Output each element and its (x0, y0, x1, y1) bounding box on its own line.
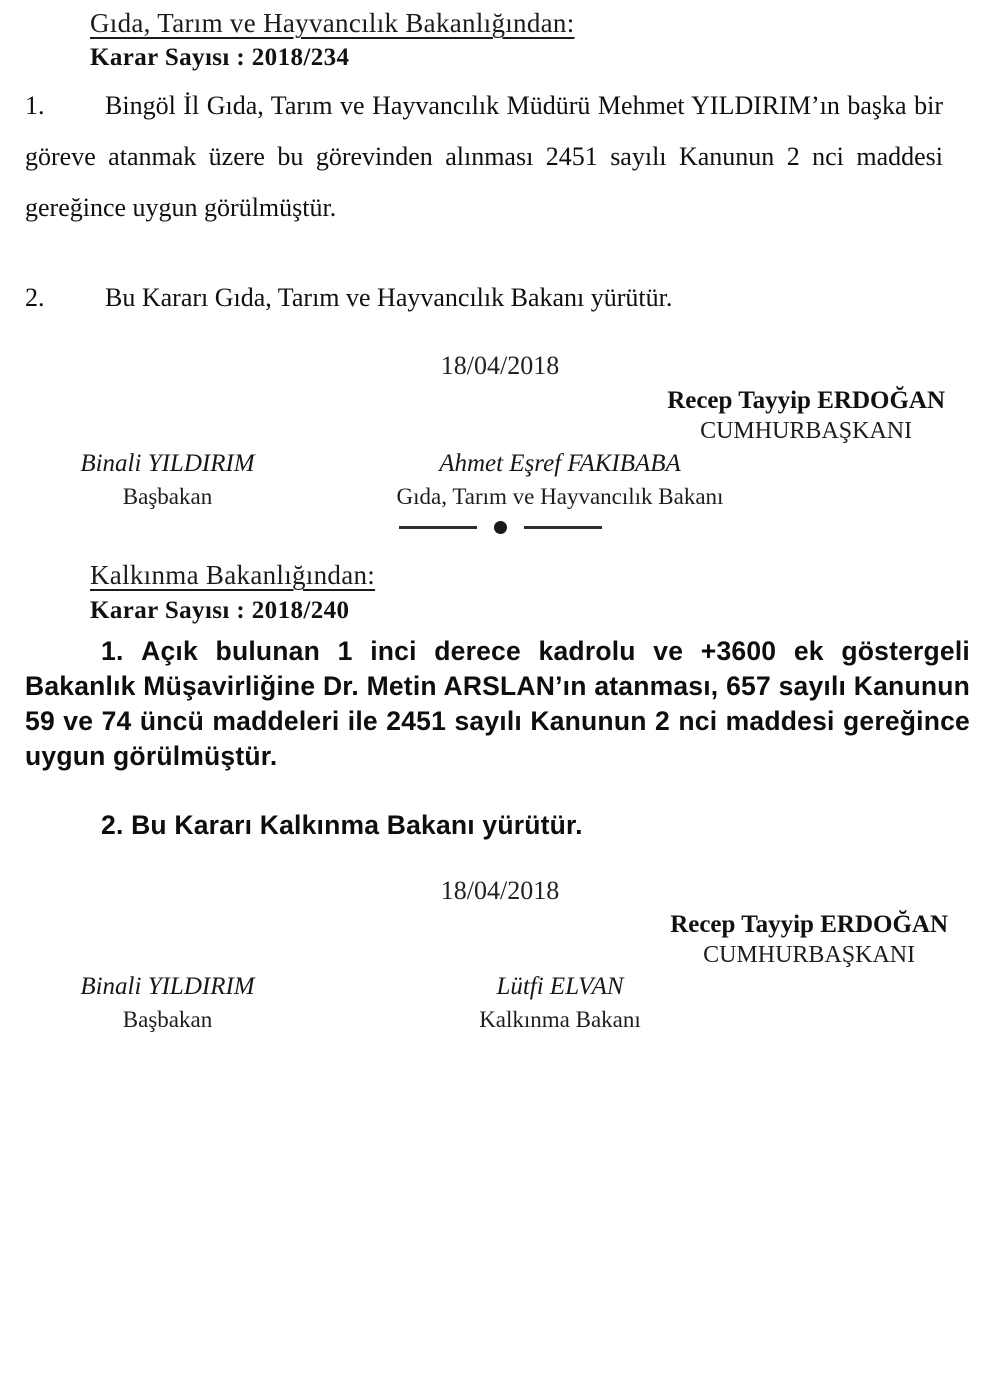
article-text: Bu Kararı Gıda, Tarım ve Hayvancılık Bakanı yürütür. (105, 283, 673, 312)
president-signature-block (670, 910, 948, 970)
article-number: 2. (25, 283, 45, 312)
divider-rule-left (399, 526, 477, 529)
article-text: Bingöl İl Gıda, Tarım ve Hayvancılık Müdürü Mehmet YILDIRIM’ın başka bir göreve atanmak üzere bu görevinden alınması 2451 sayılı Kanunun 2 nci maddesi gereğince uygun görülmüştür. (25, 91, 943, 222)
signatory-prime-minister (40, 970, 295, 1036)
signatory-title: Kalkınma Bakanı (479, 1007, 641, 1032)
decree-number: Karar Sayısı : 2018/234 (90, 44, 350, 71)
president-name: Recep Tayyip ERDOĞAN (670, 911, 948, 938)
article-2 (25, 808, 970, 843)
ministry-heading: Kalkınma Bakanlığından: (90, 560, 376, 590)
signatory-title: Başbakan (122, 484, 213, 509)
president-title: CUMHURBAŞKANI (703, 942, 916, 968)
signatory-name: Binali YILDIRIM (80, 450, 255, 477)
signatory-minister (330, 970, 790, 1036)
signatory-prime-minister (40, 447, 295, 513)
article-number: 1. (25, 91, 45, 120)
ministry-heading: Gıda, Tarım ve Hayvancılık Bakanlığından: (90, 8, 575, 38)
decree-date: 18/04/2018 (440, 351, 560, 380)
decree-number: Karar Sayısı : 2018/240 (90, 597, 350, 624)
article-number: 2. (101, 810, 124, 840)
divider-bullet-icon (494, 521, 507, 534)
article-1 (25, 80, 943, 233)
article-2 (25, 272, 943, 323)
signatory-name: Lütfi ELVAN (496, 973, 624, 1000)
president-title: CUMHURBAŞKANI (700, 418, 913, 444)
article-number: 1. (101, 636, 124, 666)
signatory-title: Gıda, Tarım ve Hayvancılık Bakanı (396, 484, 724, 509)
article-1 (25, 634, 970, 774)
section-divider (0, 521, 1000, 534)
signatory-name: Binali YILDIRIM (80, 973, 255, 1000)
president-name: Recep Tayyip ERDOĞAN (667, 387, 945, 414)
article-text: Açık bulunan 1 inci derece kadrolu ve +3600 ek göstergeli Bakanlık Müşavirliğine Dr. Metin ARSLAN’ın atanması, 657 sayılı Kanunun 59 ve 74 üncü maddeleri ile 2451 sayılı Kanunun 2 nci maddesi gereğince uygun görülmüştür. (25, 636, 970, 771)
signatory-minister (330, 447, 790, 513)
president-signature-block (667, 386, 945, 446)
divider-rule-right (524, 526, 602, 529)
article-text: Bu Kararı Kalkınma Bakanı yürütür. (131, 810, 583, 840)
signatory-title: Başbakan (122, 1007, 213, 1032)
decree-date: 18/04/2018 (440, 876, 560, 905)
signatory-name: Ahmet Eşref FAKIBABA (439, 450, 681, 477)
